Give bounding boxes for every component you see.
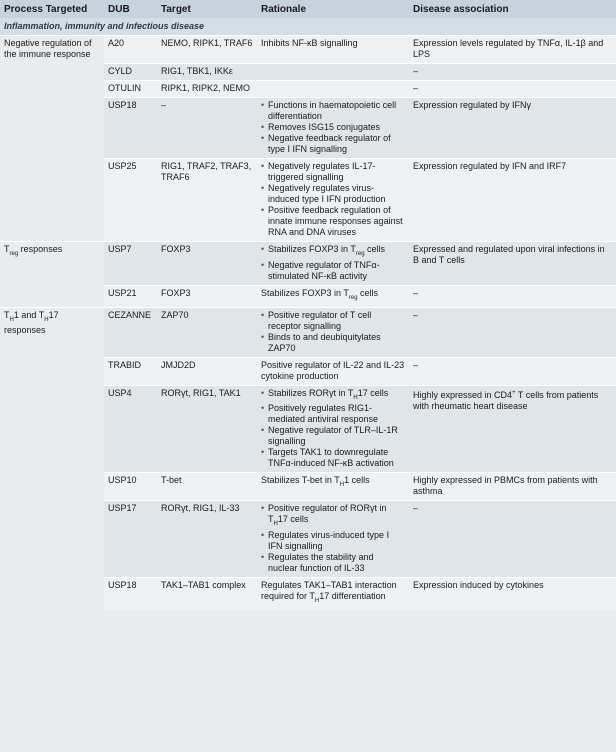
- header-row: [0, 0, 616, 18]
- rationale-item: • Positive regulator of T cell receptor signalling: [261, 310, 405, 332]
- rationale-item: • Negative feedback regulator of type I IFN signalling: [261, 133, 405, 155]
- rationale-item: • Positively regulates RIG1-mediated antiviral response: [261, 403, 405, 425]
- rationale-cell: [257, 159, 409, 242]
- target-cell: RIG1, TBK1, IKKε: [157, 64, 257, 81]
- rationale-item: • Positive feedback regulation of innate immune responses against RNA and DNA viruses: [261, 205, 405, 238]
- dub-cell: USP10: [104, 473, 157, 501]
- table-row: [0, 307, 616, 357]
- rationale-list: [261, 503, 405, 574]
- disease-cell: Expression levels regulated by TNFα, IL-1β and LPS: [409, 36, 616, 64]
- rationale-item: • Positive regulator of RORγt in $T_H17$ cells: [261, 503, 405, 530]
- rationale-cell: [257, 357, 409, 385]
- dub-cell: USP7: [104, 242, 157, 286]
- rationale-item: • Regulates virus-induced type I IFN signalling: [261, 530, 405, 552]
- table-row: [0, 36, 616, 64]
- rationale-item: • Stabilizes FOXP3 in $T_{reg}$ cells: [261, 244, 405, 260]
- rationale-cell: [257, 285, 409, 307]
- rationale-cell: [257, 36, 409, 64]
- rationale-list: [261, 100, 405, 155]
- rationale-text: Inhibits NF-κB signalling: [261, 38, 358, 48]
- rationale-text: Regulates TAK1–TAB1 interaction required for $T_H17$ differentiation: [261, 580, 397, 604]
- rationale-item: • Regulates the stability and nuclear function of IL-33: [261, 552, 405, 574]
- rationale-item: • Stabilizes RORγt in $T_H17$ cells: [261, 388, 405, 404]
- target-cell: RIG1, TRAF2, TRAF3, TRAF6: [157, 159, 257, 242]
- rationale-cell: [257, 98, 409, 159]
- disease-cell: –: [409, 285, 616, 307]
- disease-cell: Highly expressed in PBMCs from patients with asthma: [409, 473, 616, 501]
- dub-cell: USP21: [104, 285, 157, 307]
- dub-cell: USP17: [104, 501, 157, 578]
- rationale-text: Stabilizes FOXP3 in $T_{reg}$ cells: [261, 287, 379, 301]
- rationale-item: • Negative regulator of TLR–IL-1R signalling: [261, 425, 405, 447]
- rationale-cell: [257, 307, 409, 357]
- header-dub: DUB: [104, 0, 157, 18]
- disease-cell: –: [409, 501, 616, 578]
- disease-cell: Expression induced by cytokines: [409, 578, 616, 610]
- rationale-item: • Negatively regulates virus-induced type I IFN production: [261, 183, 405, 205]
- target-cell: RORγt, RIG1, TAK1: [157, 385, 257, 473]
- target-cell: T-bet: [157, 473, 257, 501]
- target-cell: RORγt, RIG1, IL-33: [157, 501, 257, 578]
- rationale-item: • Negative regulator of TNFα-stimulated NF-κB activity: [261, 260, 405, 282]
- rationale-item: • Negatively regulates IL-17-triggered signalling: [261, 161, 405, 183]
- process-cell: $T_{reg}$ responses: [0, 242, 104, 308]
- target-cell: FOXP3: [157, 242, 257, 286]
- table-body: [0, 18, 616, 610]
- disease-cell: Expressed and regulated upon viral infections in B and T cells: [409, 242, 616, 286]
- rationale-item: • Functions in haematopoietic cell differentiation: [261, 100, 405, 122]
- table-row: [0, 242, 616, 286]
- rationale-list: [261, 388, 405, 470]
- rationale-cell: [257, 385, 409, 473]
- dub-cell: A20: [104, 36, 157, 64]
- disease-cell: Expression regulated by IFN and IRF7: [409, 159, 616, 242]
- process-cell: Negative regulation of the immune response: [0, 36, 104, 242]
- header-rationale: Rationale: [257, 0, 409, 18]
- section-row: [0, 18, 616, 36]
- disease-cell: –: [409, 81, 616, 98]
- target-cell: RIPK1, RIPK2, NEMO: [157, 81, 257, 98]
- dub-cell: CEZANNE: [104, 307, 157, 357]
- rationale-cell: [257, 473, 409, 501]
- rationale-cell: [257, 81, 409, 98]
- rationale-item: • Binds to and deubiquitylates ZAP70: [261, 332, 405, 354]
- disease-cell: Highly expressed in CD4+ T cells from patients with rheumatic heart disease: [409, 385, 616, 473]
- rationale-text: Positive regulator of IL-22 and IL-23 cytokine production: [261, 359, 405, 381]
- header-disease: Disease association: [409, 0, 616, 18]
- header-target: Target: [157, 0, 257, 18]
- header-process: Process Targeted: [0, 0, 104, 18]
- disease-cell: –: [409, 357, 616, 385]
- rationale-item: • Targets TAK1 to downregulate TNFα-induced NF-κB activation: [261, 447, 405, 469]
- dub-cell: USP18: [104, 578, 157, 610]
- disease-cell: Expression regulated by IFNγ: [409, 98, 616, 159]
- process-cell: $T_H1$ and $T_H17$ responses: [0, 307, 104, 610]
- rationale-list: [261, 310, 405, 354]
- dub-cell: USP18: [104, 98, 157, 159]
- rationale-item: • Removes ISG15 conjugates: [261, 122, 405, 133]
- rationale-text: Stabilizes T-bet in $T_H1$ cells: [261, 475, 370, 489]
- section-title: Inflammation, immunity and infectious disease: [0, 18, 616, 36]
- dub-cell: OTULIN: [104, 81, 157, 98]
- dub-cell: TRABID: [104, 357, 157, 385]
- dub-cell: CYLD: [104, 64, 157, 81]
- rationale-cell: [257, 242, 409, 286]
- rationale-cell: [257, 501, 409, 578]
- rationale-list: [261, 161, 405, 238]
- disease-cell: –: [409, 64, 616, 81]
- rationale-cell: [257, 64, 409, 81]
- rationale-cell: [257, 578, 409, 610]
- target-cell: ZAP70: [157, 307, 257, 357]
- target-cell: NEMO, RIPK1, TRAF6: [157, 36, 257, 64]
- target-cell: TAK1–TAB1 complex: [157, 578, 257, 610]
- target-cell: –: [157, 98, 257, 159]
- dub-cell: USP4: [104, 385, 157, 473]
- disease-cell: –: [409, 307, 616, 357]
- rationale-list: [261, 244, 405, 282]
- target-cell: FOXP3: [157, 285, 257, 307]
- target-cell: JMJD2D: [157, 357, 257, 385]
- dub-cell: USP25: [104, 159, 157, 242]
